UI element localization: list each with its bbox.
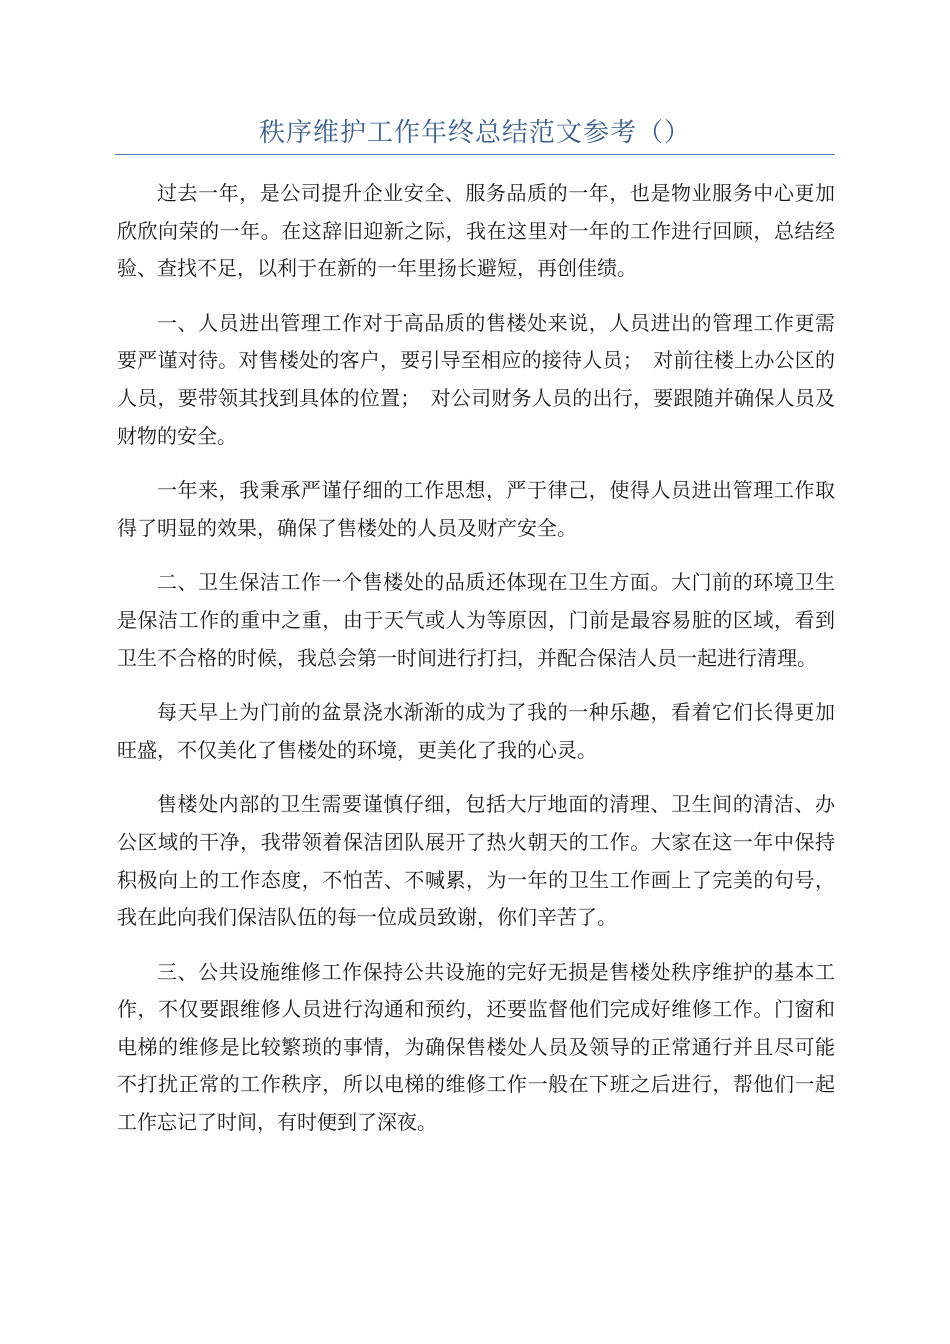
paragraph-cleaning: 二、卫生保洁工作一个售楼处的品质还体现在卫生方面。大门前的环境卫生是保洁工作的重中之重，由于天气或人为等原因，门前是最容易脏的区域，看到卫生不合格的时候，我总会第一时间进行打扫，并配合保洁人员一起进行清理。	[117, 570, 835, 670]
document-body	[117, 175, 835, 1159]
paragraph-intro: 过去一年，是公司提升企业安全、服务品质的一年，也是物业服务中心更加欣欣向荣的一年。在这辞旧迎新之际，我在这里对一年的工作进行回顾，总结经验、查找不足，以利于在新的一年里扬长避短，再创佳绩。	[117, 181, 835, 281]
paragraph-plants: 每天早上为门前的盆景浇水渐渐的成为了我的一种乐趣，看着它们长得更加旺盛，不仅美化了售楼处的环境，更美化了我的心灵。	[117, 700, 835, 762]
document-title: 秩序维护工作年终总结范文参考（）	[258, 118, 691, 148]
paragraph-interior-cleaning: 售楼处内部的卫生需要谨慎仔细，包括大厅地面的清理、卫生间的清洁、办公区域的干净，我带领着保洁团队展开了热火朝天的工作。大家在这一年中保持积极向上的工作态度，不怕苦、不喊累，为一年的卫生工作画上了完美的句号，我在此向我们保洁队伍的每一位成员致谢，你们辛苦了。	[117, 792, 835, 930]
paragraph-personnel-result: 一年来，我秉承严谨仔细的工作思想，严于律己，使得人员进出管理工作取得了明显的效果，确保了售楼处的人员及财产安全。	[117, 478, 835, 540]
paragraph-personnel-access: 一、人员进出管理工作对于高品质的售楼处来说，人员进出的管理工作更需要严谨对待。对售楼处的客户，要引导至相应的接待人员； 对前往楼上办公区的人员，要带领其找到具体的位置； 对公司财务人员的出行，要跟随并确保人员及财物的安全。	[117, 310, 835, 448]
paragraph-maintenance: 三、公共设施维修工作保持公共设施的完好无损是售楼处秩序维护的基本工作，不仅要跟维修人员进行沟通和预约，还要监督他们完成好维修工作。门窗和电梯的维修是比较繁琐的事情，为确保售楼处人员及领导的正常通行并且尽可能不打扰正常的工作秩序，所以电梯的维修工作一般在下班之后进行，帮他们一起工作忘记了时间，有时便到了深夜。	[117, 959, 835, 1135]
title-underline	[115, 154, 835, 155]
